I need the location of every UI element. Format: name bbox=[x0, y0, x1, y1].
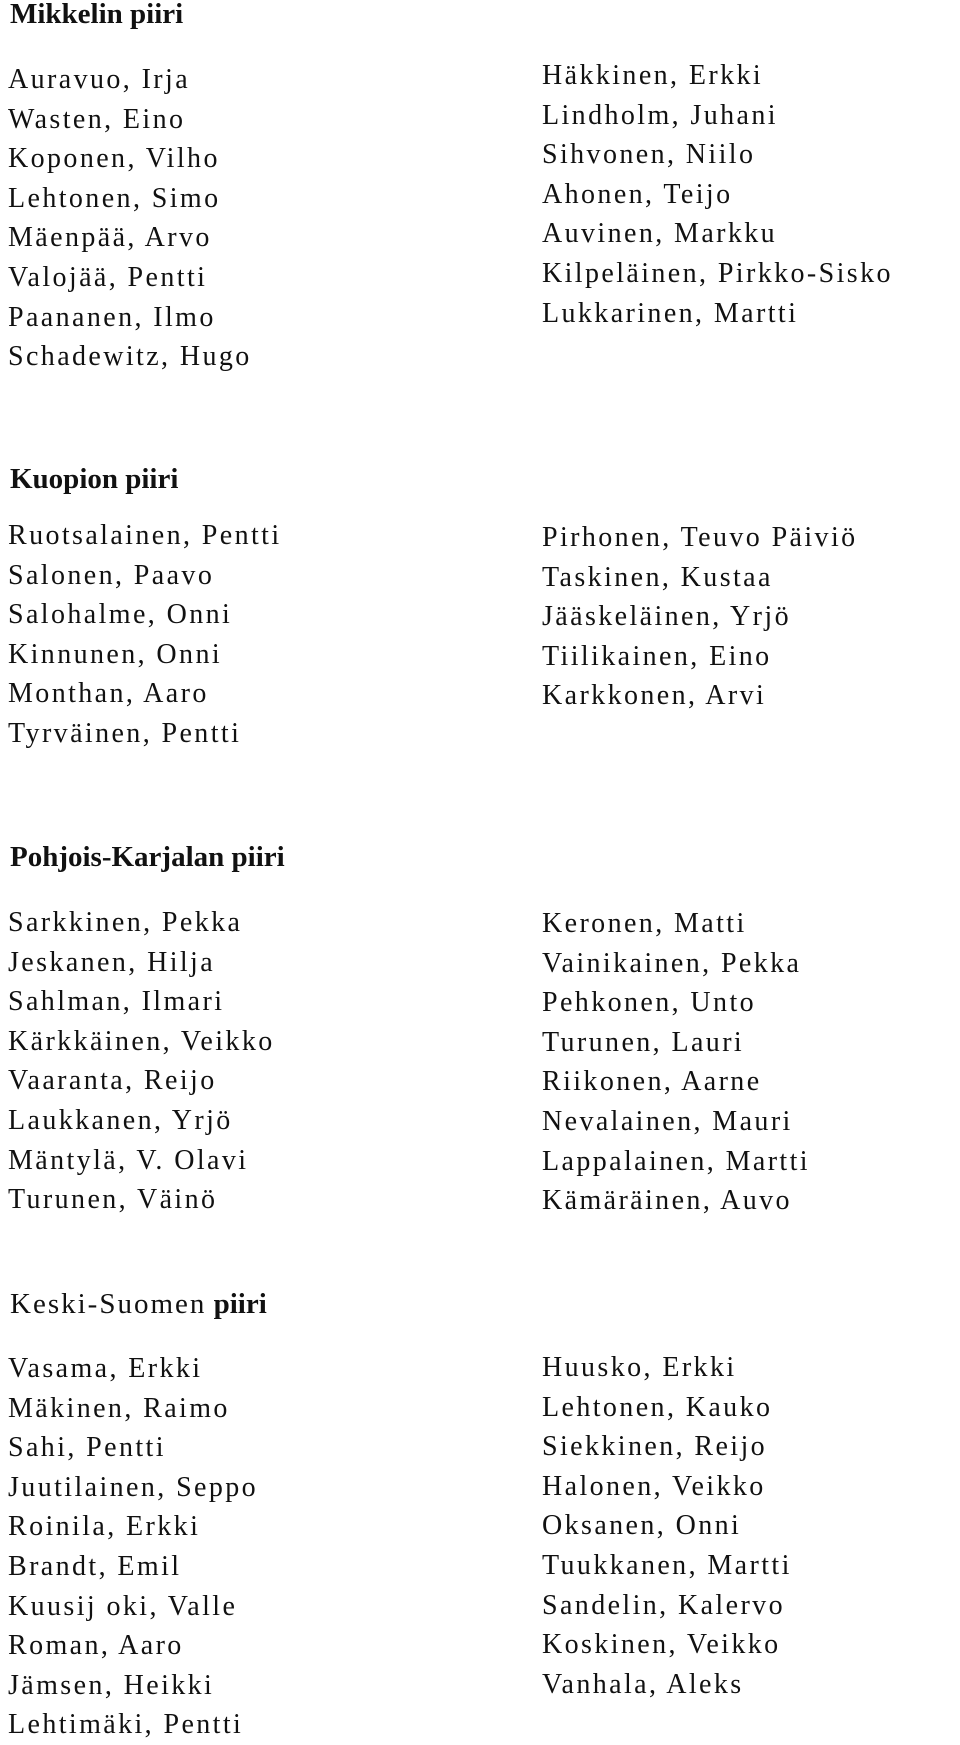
person-name: Keronen, Matti bbox=[542, 908, 747, 939]
district-heading-text: Kuopion piiri bbox=[10, 463, 179, 495]
person-name: Valojää, Pentti bbox=[8, 261, 208, 293]
person-name: Mäkinen, Raimo bbox=[8, 1392, 230, 1424]
person-name: Lukkarinen, Martti bbox=[542, 297, 799, 329]
district-heading-prefix: Keski-Suomen bbox=[10, 1288, 207, 1320]
district-heading bbox=[10, 0, 183, 31]
person-name: Paananen, Ilmo bbox=[8, 301, 216, 333]
name-list-right bbox=[542, 56, 893, 333]
person-name: Turunen, Väinö bbox=[8, 1184, 218, 1216]
person-name: Jämsen, Heikki bbox=[8, 1669, 215, 1701]
person-name: Jääskeläinen, Yrjö bbox=[542, 601, 791, 633]
person-name: Siekkinen, Reijo bbox=[542, 1431, 768, 1463]
name-list-left bbox=[8, 903, 275, 1220]
person-name: Kinnunen, Onni bbox=[8, 638, 223, 670]
district-heading-text: Mikkelin piiri bbox=[10, 0, 184, 30]
person-name: Laukkanen, Yrjö bbox=[8, 1104, 233, 1136]
person-name: Sandelin, Kalervo bbox=[542, 1589, 785, 1621]
district-heading bbox=[10, 840, 285, 874]
district-heading bbox=[10, 1287, 267, 1321]
person-name: Lehtimäki, Pentti bbox=[8, 1709, 244, 1741]
person-name: Wasten, Eino bbox=[8, 103, 186, 135]
district-heading-text: piiri bbox=[213, 1288, 267, 1320]
name-list-left bbox=[8, 1349, 258, 1745]
person-name: Salonen, Paavo bbox=[8, 559, 215, 591]
person-name: Monthan, Aaro bbox=[8, 678, 209, 710]
person-name: Karkkonen, Arvi bbox=[542, 680, 767, 712]
name-list-right bbox=[542, 1348, 792, 1704]
person-name: Sahi, Pentti bbox=[8, 1432, 166, 1464]
person-name: Oksanen, Onni bbox=[542, 1510, 742, 1542]
person-name: Auravuo, Irja bbox=[8, 64, 191, 95]
person-name: Lindholm, Juhani bbox=[542, 99, 778, 131]
person-name: Roman, Aaro bbox=[8, 1630, 184, 1662]
name-list-right bbox=[542, 518, 858, 716]
person-name: Vasama, Erkki bbox=[8, 1353, 203, 1384]
person-name: Mäntylä, V. Olavi bbox=[8, 1144, 249, 1176]
person-name: Salohalme, Onni bbox=[8, 599, 233, 631]
district-heading bbox=[10, 462, 178, 496]
person-name: Mäenpää, Arvo bbox=[8, 222, 212, 254]
person-name: Brandt, Emil bbox=[8, 1550, 182, 1582]
person-name: Roinila, Erkki bbox=[8, 1511, 201, 1543]
person-name: Halonen, Veikko bbox=[542, 1470, 766, 1502]
district-heading-text: Pohjois-Karjalan piiri bbox=[10, 841, 285, 873]
person-name: Tuukkanen, Martti bbox=[542, 1549, 792, 1581]
person-name: Kärkkäinen, Veikko bbox=[8, 1025, 275, 1057]
person-name: Kilpeläinen, Pirkko-Sisko bbox=[542, 257, 893, 289]
person-name: Kuusij oki, Valle bbox=[8, 1590, 238, 1622]
person-name: Tiilikainen, Eino bbox=[542, 640, 772, 672]
person-name: Schadewitz, Hugo bbox=[8, 341, 252, 373]
name-list-left bbox=[8, 60, 252, 377]
person-name: Kämäräinen, Auvo bbox=[542, 1185, 792, 1217]
person-name: Lehtonen, Kauko bbox=[542, 1391, 773, 1423]
person-name: Häkkinen, Erkki bbox=[542, 60, 764, 91]
person-name: Pehkonen, Unto bbox=[542, 987, 757, 1019]
name-list-left bbox=[8, 516, 282, 754]
person-name: Lehtonen, Simo bbox=[8, 182, 221, 214]
person-name: Koponen, Vilho bbox=[8, 143, 220, 175]
person-name: Vanhala, Aleks bbox=[542, 1668, 744, 1700]
person-name: Vaaranta, Reijo bbox=[8, 1065, 217, 1097]
person-name: Sahlman, Ilmari bbox=[8, 986, 225, 1018]
person-name: Juutilainen, Seppo bbox=[8, 1471, 259, 1503]
person-name: Vainikainen, Pekka bbox=[542, 947, 802, 979]
name-list-right bbox=[542, 904, 810, 1221]
person-name: Tyrväinen, Pentti bbox=[8, 717, 242, 749]
person-name: Sihvonen, Niilo bbox=[542, 139, 756, 171]
person-name: Nevalainen, Mauri bbox=[542, 1105, 793, 1137]
person-name: Auvinen, Markku bbox=[542, 218, 778, 250]
person-name: Jeskanen, Hilja bbox=[8, 946, 216, 978]
person-name: Koskinen, Veikko bbox=[542, 1629, 781, 1661]
person-name: Huusko, Erkki bbox=[542, 1352, 737, 1383]
person-name: Turunen, Lauri bbox=[542, 1026, 745, 1058]
person-name: Ahonen, Teijo bbox=[542, 178, 733, 210]
person-name: Ruotsalainen, Pentti bbox=[8, 520, 282, 551]
person-name: Lappalainen, Martti bbox=[542, 1145, 810, 1177]
person-name: Taskinen, Kustaa bbox=[542, 561, 773, 593]
person-name: Sarkkinen, Pekka bbox=[8, 907, 243, 938]
person-name: Riikonen, Aarne bbox=[542, 1066, 762, 1098]
person-name: Pirhonen, Teuvo Päiviö bbox=[542, 522, 858, 553]
